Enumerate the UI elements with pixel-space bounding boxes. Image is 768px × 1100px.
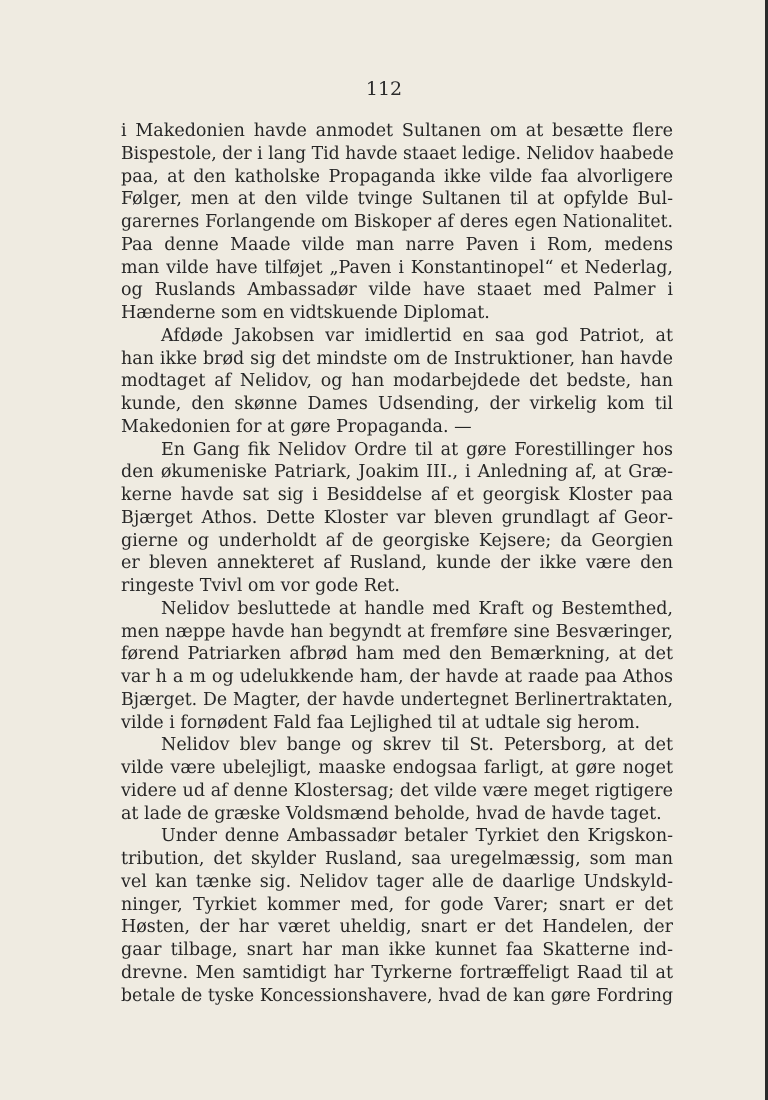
text-line: kerne havde sat sig i Besiddelse af et georgisk Kloster paa [121,485,673,505]
text-line: modtaget af Nelidov, og han modarbejdede det bedste, han [121,371,673,392]
text-line: han ikke brød sig det mindste om de Instruktioner, han havde [121,348,673,369]
text-line: Bjærget Athos. Dette Kloster var bleven grundlagt af Geor- [121,507,673,528]
text-line: paa, at den katholske Propaganda ikke vilde faa alvorligere [121,166,673,187]
text-line: Bjærget. De Magter, der havde undertegnet Berlinertraktaten, [121,689,673,710]
text-line: Nelidov blev bange og skrev til St. Petersborg, at det [161,735,673,756]
body-text [121,120,673,1007]
text-line: betale de tyske Koncessionshavere, hvad de kan gøre Fordring [121,985,673,1006]
text-line: førend Patriarken afbrød ham med den Bemærkning, at det [121,644,673,665]
text-line: var h a m og udelukkende ham, der havde at raade paa Athos [121,667,673,687]
text-line: at lade de græske Voldsmænd beholde, hvad de havde taget. [121,803,662,824]
text-line: gierne og underholdt af de georgiske Kejsere; da Georgien [121,530,673,551]
text-line: Hænderne som en vidtskuende Diplomat. [121,303,490,323]
text-line: Afdøde Jakobsen var imidlertid en saa god Patriot, at [161,325,673,346]
text-line: Følger, men at den vilde tvinge Sultanen til at opfylde Bul- [121,189,673,210]
text-line: Under denne Ambassadør betaler Tyrkiet den Krigskon- [161,826,673,847]
text-line: men næppe havde han begyndt at fremføre sine Besværinger, [121,621,673,642]
text-line: ringeste Tvivl om vor gode Ret. [121,576,400,596]
text-line: ninger, Tyrkiet kommer med, for gode Varer; snart er det [121,894,673,915]
text-line: i Makedonien havde anmodet Sultanen om at besætte flere [121,121,673,141]
text-line: vilde være ubelejligt, maaske endogsaa farligt, at gøre noget [121,758,673,778]
text-line: gaar tilbage, snart har man ikke kunnet faa Skatterne ind- [121,940,673,960]
text-line: kunde, den skønne Dames Udsending, der virkelig kom til [121,394,673,414]
text-line: man vilde have tilføjet „Paven i Konstantinopel“ et Nederlag, [121,257,673,278]
text-line: Nelidov besluttede at handle med Kraft og Bestemthed, [161,598,673,619]
text-line: Høsten, der har været uheldig, snart er det Handelen, der [121,917,673,938]
text-line: videre ud af denne Klostersag; det vilde være meget rigtigere [121,780,673,801]
text-line: er bleven annekteret af Rusland, kunde der ikke være den [121,553,673,574]
text-line: Paa denne Maade vilde man narre Paven i Rom, medens [121,234,673,255]
text-line: og Ruslands Ambassadør vilde have staaet med Palmer i [121,280,673,301]
page-number: 112 [365,78,403,100]
text-line: Bispestole, der i lang Tid havde staaet ledige. Nelidov haabede [121,143,674,164]
text-line: tribution, det skylder Rusland, saa uregelmæssig, som man [121,849,673,869]
text-line: En Gang fik Nelidov Ordre til at gøre Forestillinger hos [161,439,673,460]
text-line: garernes Forlangende om Biskoper af deres egen Nationalitet. [121,212,673,232]
text-line: vel kan tænke sig. Nelidov tager alle de daarlige Undskyld- [121,871,673,892]
text-line: Makedonien for at gøre Propaganda. — [121,416,472,437]
text-line: vilde i fornødent Fald faa Lejlighed til at udtale sig herom. [121,712,641,733]
text-line: drevne. Men samtidigt har Tyrkerne fortræffeligt Raad til at [121,962,673,983]
text-line: den økumeniske Patriark, Joakim III., i Anledning af, at Græ- [121,462,673,483]
